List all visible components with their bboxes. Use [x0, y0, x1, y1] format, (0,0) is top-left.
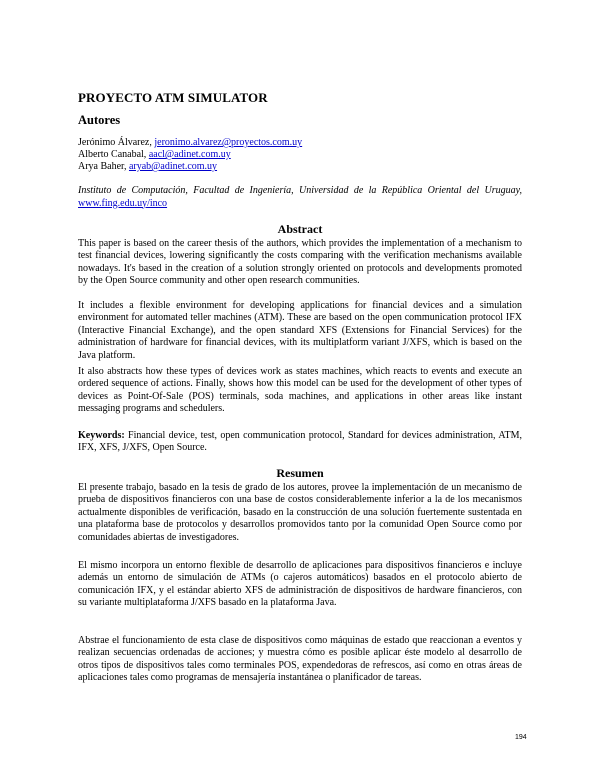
author-email-link[interactable]: aacl@adinet.com.uy — [148, 149, 231, 160]
keywords — [78, 430, 522, 455]
author-name: Alberto Canabal, — [78, 149, 149, 160]
resumen-paragraph: Abstrae el funcionamiento de esta clase de dispositivos como máquinas de estado que reaccionan a eventos y realizan secuencias ordenadas de acciones; y muestra cómo es posible aplicar éste modelo al desarrollo de otros tipos de dispositivos tales como terminales POS, expendedoras de refrescos, así como en otras áreas de aplicaciones tales como programas de mensajería instantánea o planificador de tareas. — [78, 635, 522, 684]
author-entry — [78, 137, 302, 149]
author-entry — [78, 161, 217, 173]
affiliation-link[interactable]: www.fing.edu.uy/inco — [78, 197, 168, 209]
author-entry — [78, 149, 231, 161]
abstract-heading: Abstract — [277, 222, 323, 236]
author-email-link[interactable]: jeronimo.alvarez@proyectos.com.uy — [154, 137, 303, 148]
abstract-paragraph: It includes a flexible environment for developing applications for financial devices and a simulation environment for automated teller machines (ATM). These are based on the open communication protocol IFX (Interactive Financial Exchange), and the open standard XFS (Extensions for Financial Services) for the administration of hardware for financial devices, with its multiplatform variant J/XFS, which is based on the Java platform. — [78, 300, 522, 361]
resumen-paragraph: El mismo incorpora un entorno flexible de desarrollo de aplicaciones para dispositivos financieros e incluye además un entorno de simulación de ATMs (o cajeros automáticos) basados en el protocolo abierto de comunicación IFX, y el estándar abierto XFS de administración de dispositivos de hardware financieros, con su variante multiplataforma J/XFS basado en la plataforma Java. — [78, 560, 522, 609]
author-email-link[interactable]: aryab@adinet.com.uy — [128, 161, 218, 172]
author-name: Arya Baher, — [78, 161, 129, 172]
keywords-text: Financial device, test, open communication protocol, Standard for devices administration, ATM, IFX, XFS, J/XFS, Open Source. — [78, 430, 522, 454]
page-number: 194 — [515, 734, 527, 741]
author-name: Jerónimo Álvarez, — [78, 137, 155, 148]
abstract-paragraph: It also abstracts how these types of devices work as states machines, which reacts to events and execute an ordered sequence of actions. Finally, shows how this model can be used for the development of other types of devices as Point-Of-Sale (POS) terminals, soda machines, and applications in other areas like instant messaging programs and schedulers. — [78, 366, 522, 415]
affiliation-text: Instituto de Computación, Facultad de Ingeniería, Universidad de la República Oriental del Uruguay, — [78, 185, 522, 196]
paper-title: PROYECTO ATM SIMULATOR — [78, 90, 268, 105]
authors-heading: Autores — [78, 113, 121, 127]
abstract-paragraph: This paper is based on the career thesis of the authors, which provides the implementation of a mechanism to test financial devices, lowering significantly the costs comparing with the verification mechanisms available nowadays. It's based in the creation of a solution strongly oriented on protocols and developments promoted by the Open Source community and other open research communities. — [78, 238, 522, 287]
affiliation — [78, 185, 522, 210]
resumen-heading: Resumen — [276, 466, 324, 480]
resumen-paragraph: El presente trabajo, basado en la tesis de grado de los autores, provee la implementación de un mecanismo de prueba de dispositivos financieros con una base de costos considerablemente inferior a la de los mecanismos actualmente disponibles de verificación, basado en la construcción de una solución fuertemente sustentada en una plataforma base de protocolos y desarrollos promovidos tanto por la comunidad Open Source como por comunidades abiertas de investigadores. — [78, 482, 522, 543]
keywords-label: Keywords: — [78, 430, 125, 441]
